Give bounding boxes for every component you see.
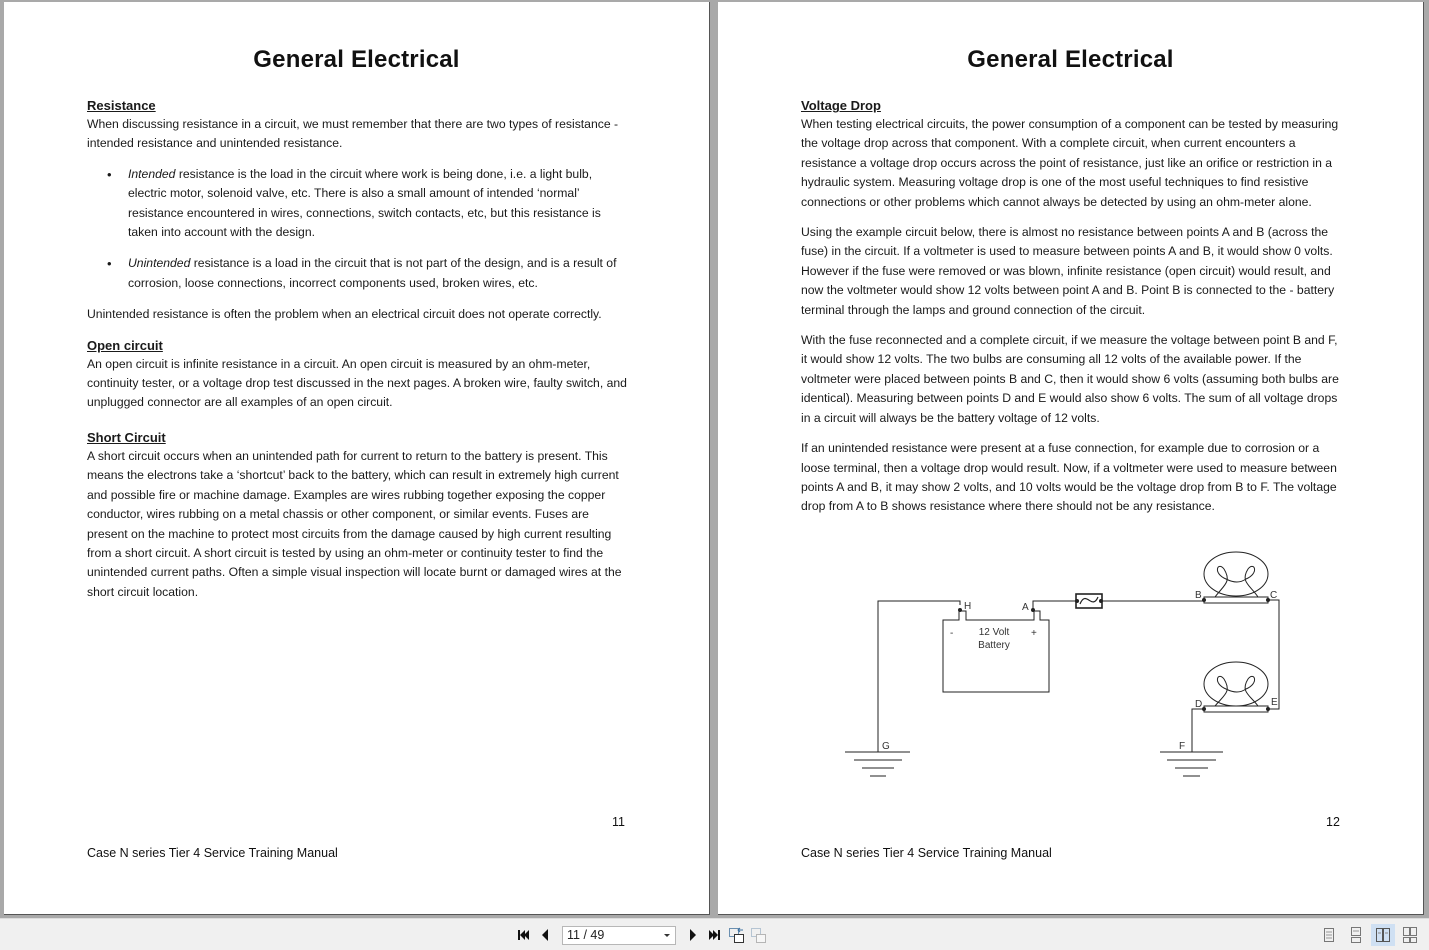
paragraph: With the fuse reconnected and a complete circuit, if we measure the voltage between point B and F, it would show 12 volts. The two bulbs are consuming all 12 volts of the available power. If the voltmeter were placed between points B and C, then it would show 6 volts (assuming both bulbs are identical). Measuring between points D and E would also show 6 volts. The sum of all voltage drops in a circuit will always be the battery voltage of 12 volts. [801,333,1339,425]
point-label-f: F [1179,741,1186,752]
bullet-list [87,165,632,293]
paragraph: Unintended resistance is often the problem when an electrical circuit does not operate correctly. [87,307,602,322]
point-label-g: G [882,741,890,752]
navigation-toolbar [0,918,1429,950]
battery-positive: + [1031,628,1037,639]
facing-view-button[interactable] [1371,924,1395,946]
circuit-diagram [840,547,1300,787]
paragraph: When testing electrical circuits, the power consumption of a component can be tested by measuring the voltage drop across that component. With a complete circuit, when current encounters a resistance a voltage drop occurs across the point of resistance, just like an orifice or restriction in a hydraulic system. Measuring voltage drop is one of the most useful techniques to find resistive connections or other problems which cannot always be detected by using an ohm-meter alone. [801,117,1339,209]
point-label-h: H [964,601,972,612]
previous-page-icon [539,928,551,942]
point-label-b: B [1195,590,1202,601]
previous-page-button[interactable] [534,924,556,946]
page-12 [718,2,1424,915]
page-selector-dropdown[interactable] [562,926,676,945]
list-item [128,165,632,243]
point-label-e: E [1271,697,1278,708]
chevron-down-icon [664,934,670,937]
go-forward-button[interactable] [748,924,770,946]
battery-label-line1: 12 Volt [978,627,1010,638]
battery-label-line2: Battery [978,640,1010,651]
section-heading-short-circuit: Short Circuit [87,429,166,445]
first-page-button[interactable] [512,924,534,946]
continuous-view-button[interactable] [1344,924,1368,946]
section-heading-voltage-drop: Voltage Drop [801,98,881,113]
page-11 [4,2,710,915]
page-content [801,96,1346,528]
point-label-d: D [1195,699,1203,710]
next-page-icon [687,928,699,942]
facing-view-icon [1375,927,1391,943]
page-title: General Electrical [967,46,1174,73]
page-footer: Case N series Tier 4 Service Training Manual [801,846,1052,860]
list-item [128,254,632,293]
page-title: General Electrical [253,46,460,73]
list-item-text: resistance is the load in the circuit where work is being done, i.e. a light bulb, electric motor, solenoid valve, etc. There is also a small amount of intended ‘normal’ resistance encountered in wires, connections, switch contacts, etc, but this resistance is taken into account with the design. [128,166,601,240]
continuous-facing-view-icon [1402,927,1418,943]
page-selector-value: 11 / 49 [567,927,605,942]
page-number: 11 [612,815,625,829]
go-forward-icon [750,926,768,944]
paragraph: If an unintended resistance were present at a fuse connection, for example due to corrosion or a loose terminal, then a voltage drop would result. Now, if a voltmeter were used to measure between points A and B, it may show 2 volts, and 10 volts would be the voltage drop from B to F. The voltage drop from A to B shows resistance where there should not be any resistance. [801,441,1337,514]
page-number: 12 [1326,815,1340,829]
continuous-facing-view-button[interactable] [1398,924,1422,946]
point-label-a: A [1022,602,1029,613]
page-navigation [512,924,770,946]
page-content [87,96,632,613]
page-footer: Case N series Tier 4 Service Training Manual [87,846,338,860]
go-back-button[interactable] [726,924,748,946]
paragraph: Using the example circuit below, there is almost no resistance between points A and B (across the fuse) in the circuit. If a voltmeter is used to measure between points A and B, it would show 0 volts. However if the fuse were removed or was blown, infinite resistance (open circuit) would result, and now the voltmeter would show 12 volts between point A and B. Point B is connected to the - battery terminal through the lamps and ground connection of the circuit. [801,225,1335,317]
last-page-button[interactable] [704,924,726,946]
go-back-icon [728,926,746,944]
last-page-icon [708,928,722,942]
single-page-view-button[interactable] [1317,924,1341,946]
paragraph: An open circuit is infinite resistance in a circuit. An open circuit is measured by an ohm-meter, continuity tester, or a voltage drop test discussed in the next pages. A broken wire, faulty switch, and unplugged connector are all examples of an open circuit. [87,356,627,410]
single-page-view-icon [1322,927,1336,943]
list-item-text: resistance is a load in the circuit that is not part of the design, and is a result of corrosion, loose connections, incorrect components used, broken wires, etc. [128,256,617,290]
continuous-view-icon [1349,927,1363,943]
first-page-icon [516,928,530,942]
next-page-button[interactable] [682,924,704,946]
view-mode-group [1317,924,1422,946]
emphasis: Unintended [128,256,191,271]
paragraph: When discussing resistance in a circuit, we must remember that there are two types of resistance - intended resistance and unintended resistance. [87,117,619,151]
section-heading-resistance: Resistance [87,98,156,113]
battery-negative: - [950,628,954,639]
point-label-c: C [1270,590,1278,601]
paragraph: A short circuit occurs when an unintended path for current to return to the battery is present. This means the electrons take a ‘shortcut’ back to the battery, which can result in extremely high current and possible fire or machine damage. Examples are wires rubbing together exposing the copper conductor, wires rubbing on a metal chassis or other component, or similar events. Fuses are present on the machine to protect most circuits from the damage caused by high current resulting from a short circuit. A short circuit is tested by using an ohm-meter or continuity tester to find the unintended current paths. Often a simple visual inspection will locate burnt or damaged wires at the short circuit location. [87,448,622,599]
emphasis: Intended [128,166,176,181]
section-heading-open-circuit: Open circuit [87,337,163,353]
